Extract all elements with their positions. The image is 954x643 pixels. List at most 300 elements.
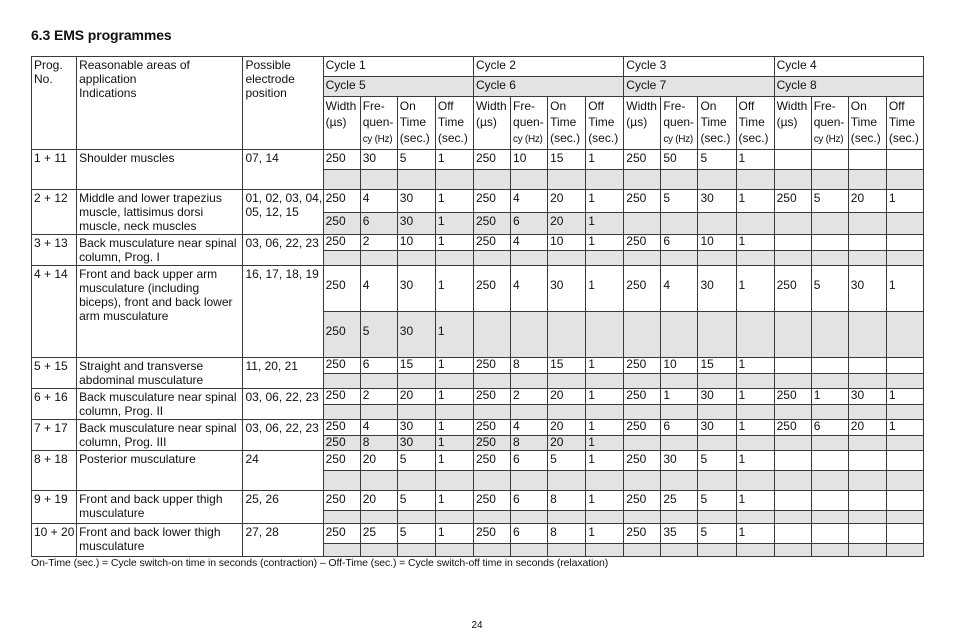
value-cell: 1 <box>736 266 774 312</box>
electrode-position-cell: 03, 06, 22, 23 <box>243 389 323 420</box>
value-cell <box>848 150 886 170</box>
value-cell: 250 <box>323 312 360 358</box>
value-cell: 15 <box>698 358 736 374</box>
value-cell: 30 <box>848 389 886 405</box>
value-cell: 2 <box>360 389 397 405</box>
value-cell: 30 <box>661 451 698 471</box>
value-cell <box>811 524 848 544</box>
value-cell: 1 <box>736 451 774 471</box>
value-cell <box>774 212 811 235</box>
subheader-line: (µs) <box>325 115 347 129</box>
value-cell: 250 <box>323 358 360 374</box>
value-cell <box>886 544 923 557</box>
value-cell <box>624 544 661 557</box>
value-cell: 250 <box>624 524 661 544</box>
value-cell: 30 <box>397 312 435 358</box>
value-cell <box>435 373 473 389</box>
value-cell: 1 <box>435 389 473 405</box>
value-cell: 250 <box>473 358 510 374</box>
value-cell <box>397 544 435 557</box>
value-cell: 250 <box>774 420 811 436</box>
value-cell <box>360 404 397 420</box>
value-cell <box>323 170 360 190</box>
value-cell <box>586 404 624 420</box>
value-cell <box>586 170 624 190</box>
value-cell: 250 <box>323 266 360 312</box>
subheader-line: Time <box>437 115 465 129</box>
value-cell <box>323 544 360 557</box>
value-cell <box>774 358 811 374</box>
value-cell <box>473 170 510 190</box>
table-body <box>32 150 924 557</box>
subheader-frequency-cycle-group-4 <box>811 97 848 150</box>
value-cell <box>848 544 886 557</box>
value-cell: 35 <box>661 524 698 544</box>
value-cell: 250 <box>473 451 510 471</box>
value-cell <box>323 471 360 491</box>
value-cell <box>698 511 736 524</box>
value-cell: 250 <box>624 266 661 312</box>
value-cell: 1 <box>435 420 473 436</box>
ems-programmes-table <box>31 56 924 557</box>
value-cell <box>736 170 774 190</box>
value-cell <box>848 312 886 358</box>
value-cell: 10 <box>397 235 435 251</box>
value-cell <box>698 170 736 190</box>
page-number: 24 <box>471 620 483 631</box>
value-cell <box>848 373 886 389</box>
value-cell <box>736 212 774 235</box>
value-cell <box>511 373 548 389</box>
value-cell: 250 <box>624 389 661 405</box>
value-cell <box>323 404 360 420</box>
table-row <box>32 491 924 511</box>
value-cell <box>511 544 548 557</box>
value-cell: 250 <box>624 451 661 471</box>
table-row <box>32 358 924 374</box>
value-cell <box>586 544 624 557</box>
value-cell: 1 <box>435 212 473 235</box>
value-cell <box>848 212 886 235</box>
value-cell <box>811 404 848 420</box>
value-cell: 15 <box>548 358 586 374</box>
subheader-line: cy (Hz) <box>362 134 393 145</box>
value-cell: 1 <box>435 266 473 312</box>
value-cell <box>624 435 661 451</box>
subheader-frequency-cycle-group-2 <box>511 97 548 150</box>
value-cell <box>698 404 736 420</box>
value-cell <box>586 511 624 524</box>
electrode-position-cell: 11, 20, 21 <box>243 358 323 389</box>
subheader-line: (µs) <box>475 115 497 129</box>
value-cell: 1 <box>435 150 473 170</box>
value-cell <box>736 373 774 389</box>
value-cell: 250 <box>323 150 360 170</box>
value-cell: 250 <box>624 150 661 170</box>
subheader-line: Time <box>588 115 615 129</box>
value-cell <box>624 250 661 266</box>
value-cell: 1 <box>435 451 473 471</box>
value-cell <box>848 451 886 471</box>
value-cell <box>848 358 886 374</box>
value-cell <box>811 250 848 266</box>
value-cell <box>848 524 886 544</box>
value-cell: 1 <box>736 150 774 170</box>
value-cell: 250 <box>624 190 661 213</box>
value-cell <box>435 250 473 266</box>
table-row <box>32 235 924 251</box>
value-cell <box>774 451 811 471</box>
header-cycle-7: Cycle 7 <box>624 77 774 97</box>
subheader-frequency-cycle-group-3 <box>661 97 698 150</box>
value-cell <box>736 511 774 524</box>
value-cell <box>435 471 473 491</box>
value-cell: 5 <box>397 451 435 471</box>
value-cell: 5 <box>661 190 698 213</box>
value-cell: 1 <box>586 358 624 374</box>
value-cell: 8 <box>548 491 586 511</box>
value-cell: 1 <box>586 235 624 251</box>
value-cell <box>774 404 811 420</box>
application-area-cell: Front and back upper thigh musculature <box>77 491 243 524</box>
value-cell: 10 <box>548 235 586 251</box>
value-cell: 250 <box>323 212 360 235</box>
value-cell: 30 <box>397 266 435 312</box>
value-cell: 1 <box>736 190 774 213</box>
subheader-line: cy (Hz) <box>513 134 543 145</box>
subheader-off-time-cycle-group-3 <box>736 97 774 150</box>
value-cell: 5 <box>397 491 435 511</box>
value-cell: 5 <box>698 150 736 170</box>
value-cell: 2 <box>360 235 397 251</box>
value-cell <box>548 373 586 389</box>
value-cell <box>698 544 736 557</box>
value-cell: 6 <box>360 358 397 374</box>
value-cell <box>661 544 698 557</box>
value-cell <box>624 212 661 235</box>
value-cell: 25 <box>360 524 397 544</box>
value-cell <box>624 404 661 420</box>
subheader-line: On <box>399 99 416 113</box>
value-cell <box>774 312 811 358</box>
value-cell: 4 <box>511 266 548 312</box>
header-cycle-5: Cycle 5 <box>323 77 473 97</box>
value-cell: 1 <box>736 524 774 544</box>
subheader-width-cycle-group-1 <box>323 97 360 150</box>
prog-no-cell: 9 + 19 <box>32 491 77 524</box>
value-cell <box>886 250 923 266</box>
value-cell: 1 <box>886 190 923 213</box>
subheader-line: On <box>850 99 867 113</box>
value-cell <box>624 312 661 358</box>
footnote: On-Time (sec.) = Cycle switch-on time in seconds (contraction) – Off-Time (sec.) = Cycle switch-off time in seconds (relaxation) <box>31 557 609 569</box>
subheader-line: Off <box>888 99 905 113</box>
value-cell <box>811 212 848 235</box>
value-cell <box>811 170 848 190</box>
value-cell <box>886 373 923 389</box>
value-cell <box>397 404 435 420</box>
value-cell: 30 <box>848 266 886 312</box>
value-cell: 20 <box>848 420 886 436</box>
value-cell: 2 <box>511 389 548 405</box>
value-cell <box>774 373 811 389</box>
value-cell <box>397 511 435 524</box>
value-cell <box>586 250 624 266</box>
value-cell <box>360 250 397 266</box>
value-cell <box>661 471 698 491</box>
subheader-line: quen- <box>813 115 845 129</box>
value-cell <box>811 471 848 491</box>
value-cell: 20 <box>548 389 586 405</box>
value-cell <box>473 312 510 358</box>
value-cell: 8 <box>360 435 397 451</box>
value-cell <box>548 544 586 557</box>
value-cell <box>661 435 698 451</box>
table-row <box>32 150 924 170</box>
value-cell <box>774 544 811 557</box>
value-cell <box>848 170 886 190</box>
electrode-position-cell: 25, 26 <box>243 491 323 524</box>
value-cell: 1 <box>586 491 624 511</box>
subheader-line: On <box>700 99 717 113</box>
value-cell: 30 <box>397 212 435 235</box>
value-cell: 20 <box>548 190 586 213</box>
value-cell <box>886 451 923 471</box>
value-cell: 4 <box>511 235 548 251</box>
subheader-width-cycle-group-3 <box>624 97 661 150</box>
value-cell <box>511 250 548 266</box>
value-cell: 5 <box>360 312 397 358</box>
subheader-line: Off <box>588 99 604 113</box>
value-cell: 1 <box>435 358 473 374</box>
application-area-cell: Front and back upper arm musculature (including biceps), front and back lower arm musculature <box>77 266 243 358</box>
header-cycle-8: Cycle 8 <box>774 77 923 97</box>
prog-no-cell: 7 + 17 <box>32 420 77 451</box>
application-area-cell: Back musculature near spinal column, Prog. III <box>77 420 243 451</box>
header-cycle-3: Cycle 3 <box>624 57 774 77</box>
value-cell <box>548 511 586 524</box>
value-cell: 250 <box>473 150 510 170</box>
value-cell: 5 <box>811 266 848 312</box>
subheader-line: (sec.) <box>700 131 731 145</box>
subheader-line: Time <box>550 115 577 129</box>
value-cell: 8 <box>548 524 586 544</box>
subheader-line: quen- <box>663 115 695 129</box>
value-cell: 1 <box>736 389 774 405</box>
value-cell: 250 <box>323 235 360 251</box>
subheader-line: Time <box>399 115 427 129</box>
value-cell: 5 <box>811 190 848 213</box>
value-cell <box>586 312 624 358</box>
value-cell: 20 <box>548 212 586 235</box>
value-cell: 1 <box>586 435 624 451</box>
value-cell: 6 <box>511 491 548 511</box>
value-cell: 6 <box>511 451 548 471</box>
prog-no-cell: 8 + 18 <box>32 451 77 491</box>
header-cycle-6: Cycle 6 <box>473 77 623 97</box>
value-cell <box>736 250 774 266</box>
value-cell <box>360 170 397 190</box>
table-row <box>32 389 924 405</box>
value-cell: 1 <box>586 190 624 213</box>
value-cell <box>736 404 774 420</box>
value-cell <box>698 212 736 235</box>
value-cell: 20 <box>360 491 397 511</box>
value-cell: 250 <box>473 212 510 235</box>
value-cell: 4 <box>511 190 548 213</box>
value-cell <box>848 235 886 251</box>
value-cell <box>811 358 848 374</box>
header-areas-label: Reasonable areas of application <box>79 58 190 86</box>
header-cycle-2: Cycle 2 <box>473 57 623 77</box>
value-cell: 6 <box>661 235 698 251</box>
prog-no-cell: 1 + 11 <box>32 150 77 190</box>
value-cell <box>774 150 811 170</box>
header-indications-label: Indications <box>79 86 137 100</box>
subheader-off-time-cycle-group-4 <box>886 97 923 150</box>
value-cell: 1 <box>736 491 774 511</box>
value-cell: 5 <box>397 524 435 544</box>
value-cell: 5 <box>548 451 586 471</box>
header-cycle-4: Cycle 4 <box>774 57 923 77</box>
subheader-line: (sec.) <box>888 131 919 145</box>
header-prog-no: Prog. No. <box>32 57 77 150</box>
value-cell <box>698 312 736 358</box>
value-cell: 1 <box>736 235 774 251</box>
value-cell <box>886 471 923 491</box>
value-cell <box>811 491 848 511</box>
subheader-line: Time <box>700 115 727 129</box>
value-cell: 1 <box>586 150 624 170</box>
value-cell: 20 <box>848 190 886 213</box>
application-area-cell: Front and back lower thigh musculature <box>77 524 243 557</box>
subheader-line: (sec.) <box>399 131 430 145</box>
value-cell: 250 <box>473 389 510 405</box>
value-cell <box>548 312 586 358</box>
value-cell: 250 <box>624 358 661 374</box>
value-cell <box>774 170 811 190</box>
value-cell <box>624 471 661 491</box>
value-cell <box>736 544 774 557</box>
value-cell: 10 <box>698 235 736 251</box>
value-cell: 250 <box>323 420 360 436</box>
value-cell <box>886 358 923 374</box>
value-cell: 1 <box>886 420 923 436</box>
value-cell <box>661 404 698 420</box>
value-cell: 30 <box>698 266 736 312</box>
section-title: 6.3 EMS programmes <box>31 27 172 43</box>
subheader-off-time-cycle-group-2 <box>586 97 624 150</box>
electrode-position-cell: 24 <box>243 451 323 491</box>
subheader-line: Width <box>325 99 357 113</box>
prog-no-cell: 4 + 14 <box>32 266 77 358</box>
value-cell: 4 <box>511 420 548 436</box>
electrode-position-cell: 07, 14 <box>243 150 323 190</box>
value-cell <box>397 373 435 389</box>
value-cell <box>624 373 661 389</box>
value-cell: 250 <box>624 420 661 436</box>
value-cell <box>848 491 886 511</box>
value-cell <box>323 250 360 266</box>
value-cell <box>661 373 698 389</box>
value-cell: 5 <box>698 451 736 471</box>
value-cell: 6 <box>511 212 548 235</box>
value-cell: 30 <box>698 190 736 213</box>
value-cell: 250 <box>323 190 360 213</box>
value-cell: 250 <box>323 524 360 544</box>
subheader-line: (sec.) <box>437 131 468 145</box>
value-cell: 30 <box>698 389 736 405</box>
value-cell <box>811 235 848 251</box>
value-cell <box>848 435 886 451</box>
value-cell <box>548 250 586 266</box>
subheader-line: (sec.) <box>738 131 769 145</box>
value-cell: 1 <box>435 190 473 213</box>
subheader-line: Fre- <box>513 99 536 113</box>
value-cell <box>811 435 848 451</box>
subheader-line: cy (Hz) <box>663 134 693 145</box>
value-cell: 30 <box>397 420 435 436</box>
value-cell <box>698 435 736 451</box>
value-cell: 30 <box>698 420 736 436</box>
value-cell <box>698 250 736 266</box>
value-cell: 1 <box>886 266 923 312</box>
value-cell: 250 <box>323 435 360 451</box>
value-cell: 15 <box>397 358 435 374</box>
value-cell: 250 <box>323 491 360 511</box>
table-row <box>32 451 924 471</box>
value-cell <box>511 511 548 524</box>
value-cell: 20 <box>397 389 435 405</box>
prog-no-cell: 5 + 15 <box>32 358 77 389</box>
value-cell: 25 <box>661 491 698 511</box>
value-cell: 5 <box>698 491 736 511</box>
subheader-line: Off <box>738 99 755 113</box>
subheader-line: Time <box>850 115 877 129</box>
value-cell <box>774 491 811 511</box>
electrode-position-cell: 03, 06, 22, 23 <box>243 420 323 451</box>
value-cell <box>661 250 698 266</box>
header-electrode-position: Possible electrode position <box>243 57 323 150</box>
value-cell: 10 <box>661 358 698 374</box>
value-cell <box>886 212 923 235</box>
subheader-line: (sec.) <box>550 131 581 145</box>
subheader-line: (µs) <box>776 115 798 129</box>
value-cell: 4 <box>360 420 397 436</box>
value-cell <box>811 312 848 358</box>
value-cell <box>886 235 923 251</box>
value-cell: 250 <box>624 235 661 251</box>
value-cell <box>548 170 586 190</box>
value-cell <box>397 250 435 266</box>
value-cell: 30 <box>548 266 586 312</box>
header-areas <box>77 57 243 150</box>
table-row <box>32 420 924 436</box>
value-cell: 20 <box>360 451 397 471</box>
subheader-line: Width <box>626 99 657 113</box>
value-cell: 250 <box>323 451 360 471</box>
value-cell <box>323 511 360 524</box>
prog-no-cell: 6 + 16 <box>32 389 77 420</box>
value-cell: 1 <box>435 524 473 544</box>
value-cell: 1 <box>811 389 848 405</box>
prog-no-cell: 2 + 12 <box>32 190 77 235</box>
value-cell <box>323 373 360 389</box>
subheader-off-time-cycle-group-1 <box>435 97 473 150</box>
value-cell <box>435 511 473 524</box>
value-cell <box>511 471 548 491</box>
value-cell: 5 <box>698 524 736 544</box>
